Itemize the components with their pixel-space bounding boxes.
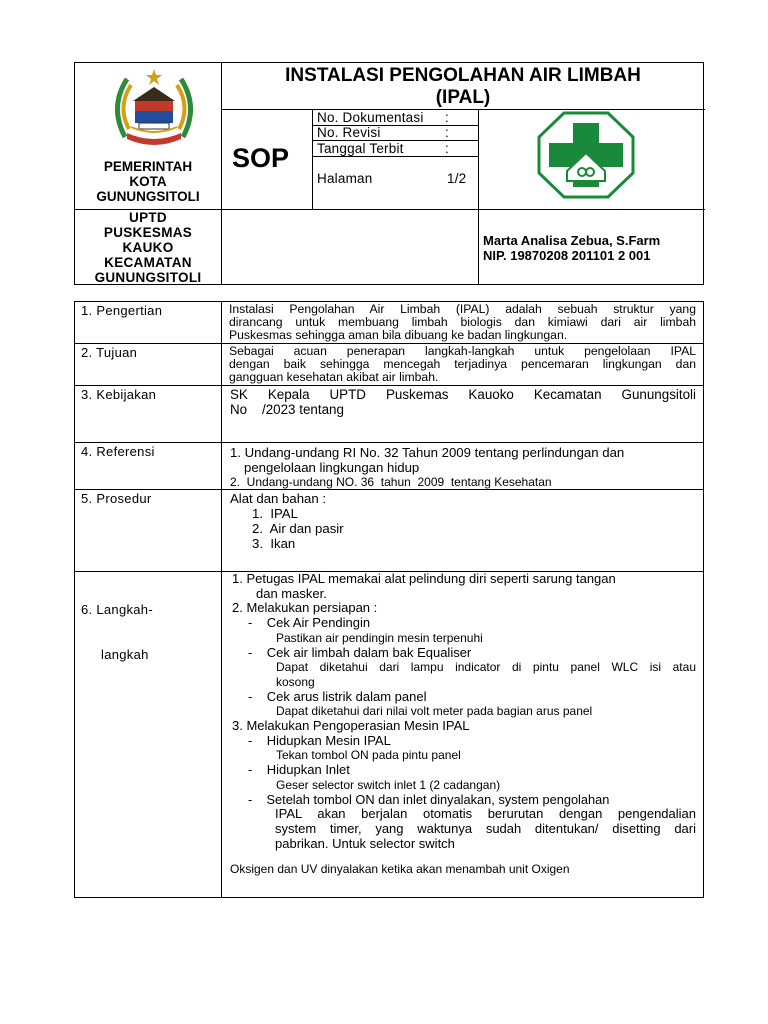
body-line: dengan baik sehingga mencegah terjadinya pencemaran lingkungan dan <box>229 357 696 371</box>
gov-line: KOTA <box>129 174 167 189</box>
step-line: IPAL akan berjalan otomatis berurutan dengan pengendalian <box>275 806 696 822</box>
step-line: 3. Melakukan Pengoperasian Mesin IPAL <box>232 718 470 734</box>
signer-nip: NIP. 19870208 201101 2 001 <box>483 248 651 263</box>
step-line: - Cek arus listrik dalam panel <box>248 688 427 704</box>
gov-line: GUNUNGSITOLI <box>96 189 200 204</box>
step-line: - Setelah tombol ON dan inlet dinyalakan, system pengolahan <box>248 791 610 807</box>
signer-name: Marta Analisa Zebua, S.Farm <box>483 233 661 248</box>
signer-block <box>483 233 660 263</box>
revision-colon: : <box>445 125 449 140</box>
list-item: 1. IPAL <box>252 506 298 521</box>
gov-line: PEMERINTAH <box>103 159 193 174</box>
list-item: 3. Ikan <box>252 536 296 551</box>
sop-header <box>74 62 704 285</box>
step-line: 2. Melakukan persiapan : <box>232 600 378 616</box>
step-line: pabrikan. Untuk selector switch <box>275 835 455 851</box>
section-kebijakan <box>74 385 704 442</box>
section-label: 1. Pengertian <box>81 303 163 318</box>
page-label: Halaman <box>317 171 373 186</box>
issue-date-row <box>317 141 477 156</box>
title-line: INSTALASI PENGOLAHAN AIR LIMBAH <box>285 65 641 86</box>
page-value: 1/2 <box>447 171 467 186</box>
step-detail: Tekan tombol ON pada pintu panel <box>276 748 461 763</box>
section-label <box>81 572 153 692</box>
unit-line: KAUKO <box>122 240 174 255</box>
doc-number-row <box>317 110 477 125</box>
step-detail: kosong <box>276 674 315 689</box>
section-prosedur <box>74 489 704 571</box>
section-referensi <box>74 442 704 489</box>
issue-date-colon: : <box>445 141 449 156</box>
section-langkah <box>74 571 704 898</box>
step-line: - Cek air limbah dalam bak Equaliser <box>248 644 472 660</box>
document-title <box>221 65 705 109</box>
body-line: SK Kepala UPTD Puskemas Kauoko Kecamatan Gunungsitoli <box>230 387 696 402</box>
step-detail: Dapat diketahui dari lampu indicator di pintu panel WLC isi atau <box>276 660 696 675</box>
government-name <box>75 159 221 204</box>
body-line: No /2023 tentang <box>230 402 344 417</box>
body-line: 1. Undang-undang RI No. 32 Tahun 2009 tentang perlindungan dan <box>230 445 625 460</box>
step-line: - Hidupkan Mesin IPAL <box>248 732 391 748</box>
step-line: system timer, yang waktunya sudah ditentukan/ disetting dari <box>275 820 696 836</box>
page-row <box>317 171 477 186</box>
step-line: - Hidupkan Inlet <box>248 762 350 778</box>
revision-row <box>317 125 477 140</box>
step-detail: Geser selector switch inlet 1 (2 cadangan) <box>276 777 501 792</box>
section-label: 2. Tujuan <box>81 345 138 360</box>
step-note: Oksigen dan UV dinyalakan ketika akan menambah unit Oxigen <box>230 862 570 877</box>
body-line: pengelolaan lingkungan hidup <box>244 460 420 475</box>
unit-name <box>75 210 221 285</box>
section-pengertian <box>74 301 704 343</box>
body-line: Instalasi Pengolahan Air Limbah (IPAL) adalah sebuah struktur yang <box>229 302 696 316</box>
section-tujuan <box>74 343 704 385</box>
regional-emblem-icon <box>105 67 203 149</box>
body-line: Alat dan bahan : <box>230 491 327 506</box>
unit-line: UPTD <box>129 210 167 225</box>
puskesmas-cross-icon <box>537 111 635 199</box>
section-label-line: langkah <box>101 647 149 662</box>
section-label-line: 6. Langkah- <box>81 602 153 617</box>
doc-number-label: No. Dokumentasi <box>317 110 424 125</box>
body-line: 2. Undang-undang NO. 36 tahun 2009 tentang Kesehatan <box>230 475 552 489</box>
sop-label: SOP <box>232 143 290 173</box>
unit-line: KECAMATAN <box>104 255 192 270</box>
section-label: 3. Kebijakan <box>81 387 157 402</box>
title-line: (IPAL) <box>435 87 491 108</box>
issue-date-label: Tanggal Terbit <box>317 141 404 156</box>
doc-number-colon: : <box>445 110 449 125</box>
step-detail: Pastikan air pendingin mesin terpenuhi <box>276 630 483 645</box>
step-line: dan masker. <box>256 585 327 601</box>
list-item: 2. Air dan pasir <box>252 521 344 536</box>
section-label: 4. Referensi <box>81 444 155 459</box>
section-label: 5. Prosedur <box>81 491 152 506</box>
unit-line: GUNUNGSITOLI <box>94 270 202 285</box>
unit-line: PUSKESMAS <box>103 225 193 240</box>
body-line: Sebagai acuan penerapan langkah-langkah untuk pengelolaan IPAL <box>229 344 696 358</box>
body-line: gangguan kesehatan akibat air limbah. <box>229 370 439 384</box>
step-detail: Dapat diketahui dari nilai volt meter pada bagian arus panel <box>276 704 593 719</box>
step-line: 1. Petugas IPAL memakai alat pelindung diri seperti sarung tangan <box>232 571 616 586</box>
body-line: dirancang untuk membuang limbah biologis dan kimiawi dari air limbah <box>229 315 696 329</box>
revision-label: No. Revisi <box>317 125 381 140</box>
body-line: Puskesmas sehingga aman bila dibuang ke badan lingkungan. <box>229 328 568 342</box>
step-line: - Cek Air Pendingin <box>248 615 371 631</box>
